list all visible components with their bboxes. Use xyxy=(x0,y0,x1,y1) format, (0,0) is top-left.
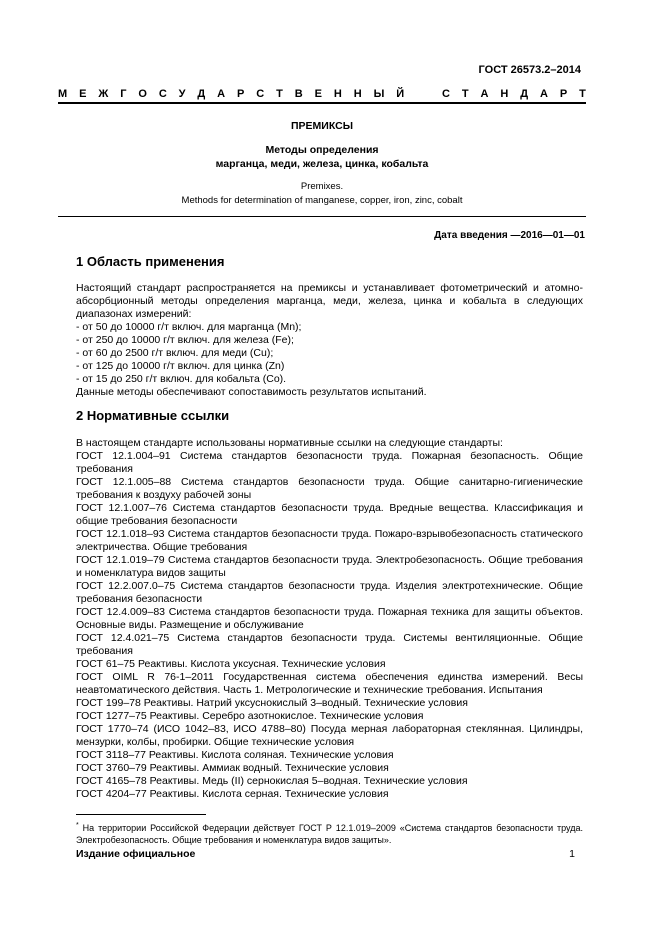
section-1-body xyxy=(76,282,583,399)
banner-letter: Е xyxy=(79,88,87,100)
document-title: ПРЕМИКСЫ xyxy=(291,120,353,132)
banner-letter: О xyxy=(138,88,147,100)
title-rule xyxy=(58,216,586,217)
english-title-line-2: Methods for determination of manganese, copper, iron, zinc, cobalt xyxy=(181,195,463,206)
reference-item: ГОСТ 3118–77 Реактивы. Кислота соляная. Технические условия xyxy=(76,749,394,761)
banner-letter: М xyxy=(58,88,68,100)
banner-letter: Р xyxy=(559,88,568,100)
references-intro: В настоящем стандарте использованы нормативные ссылки на следующие стандарты: xyxy=(76,437,503,449)
english-title xyxy=(58,180,586,208)
page-number: 1 xyxy=(569,848,575,860)
banner-letter: А xyxy=(539,88,548,100)
reference-item: ГОСТ 4165–78 Реактивы. Медь (II) сернокислая 5–водная. Технические условия xyxy=(76,775,468,787)
banner-letter: А xyxy=(217,88,226,100)
banner-gap xyxy=(416,88,430,100)
footnote-mark: * xyxy=(76,822,79,829)
banner-letter: У xyxy=(178,88,186,100)
banner-letter: Т xyxy=(579,88,586,100)
range-manganese: - от 50 до 10000 г/т включ. для марганца (Mn); xyxy=(76,321,302,333)
banner-letter: Ы xyxy=(373,88,385,100)
section-1-heading: 1 Область применения xyxy=(76,254,225,269)
banner-letter: Н xyxy=(333,88,342,100)
range-cobalt: - от 15 до 250 г/т включ. для кобальта (Co). xyxy=(76,373,287,385)
footnote-text: На территории Российской Федерации действует ГОСТ Р 12.1.019–2009 «Система стандартов безопасности труда. Электробезопасность. Общие требования и номенклатура видов защиты». xyxy=(76,823,583,845)
reference-item: ГОСТ 12.4.021–75 Система стандартов безопасности труда. Системы вентиляционные. Общие требования xyxy=(76,632,583,657)
banner-letter: Н xyxy=(353,88,362,100)
reference-item: ГОСТ 1277–75 Реактивы. Серебро азотнокислое. Технические условия xyxy=(76,710,424,722)
banner-letter: Н xyxy=(500,88,509,100)
banner-letter: Т xyxy=(276,88,283,100)
reference-item: ГОСТ 4204–77 Реактивы. Кислота серная. Технические условия xyxy=(76,788,389,800)
banner-letter: С xyxy=(256,88,265,100)
section-2-heading: 2 Нормативные ссылки xyxy=(76,408,230,423)
reference-item: ГОСТ 12.1.007–76 Система стандартов безопасности труда. Вредные вещества. Классификация и общие требования безопасности xyxy=(76,502,583,527)
official-edition-label: Издание официальное xyxy=(76,848,196,860)
scope-paragraph: Настоящий стандарт распространяется на премиксы и устанавливает фотометрический и атомно-абсорбционный методы определения марганца, меди, железа, цинка и кобальта в следующих диапазонах измерений: xyxy=(76,282,583,320)
banner-letter: Ж xyxy=(98,88,109,100)
banner-letter: Д xyxy=(197,88,206,100)
reference-item: ГОСТ 12.1.005–88 Система стандартов безопасности труда. Общие санитарно-гигиенические требования к воздуху рабочей зоны xyxy=(76,476,583,501)
banner-letter: Г xyxy=(120,88,127,100)
reference-item: ГОСТ 3760–79 Реактивы. Аммиак водный. Технические условия xyxy=(76,762,389,774)
reference-item: ГОСТ 1770–74 (ИСО 1042–83, ИСО 4788–80) Посуда мерная лабораторная стеклянная. Цилиндры, мензурки, колбы, пробирки. Общие технические условия xyxy=(76,723,583,748)
banner-letter: Й xyxy=(396,88,405,100)
banner-letter: Д xyxy=(520,88,529,100)
reference-item: ГОСТ 12.2.007.0–75 Система стандартов безопасности труда. Изделия электротехнические. Общие требования безопасности xyxy=(76,580,583,605)
banner-letter: Е xyxy=(314,88,322,100)
footnote xyxy=(76,820,583,846)
section-2-body xyxy=(76,437,583,801)
banner-letter: Т xyxy=(461,88,469,100)
banner-letter: В xyxy=(294,88,303,100)
banner-letter: Р xyxy=(237,88,245,100)
footnote-rule xyxy=(76,814,206,815)
reference-item: ГОСТ 61–75 Реактивы. Кислота уксусная. Технические условия xyxy=(76,658,386,670)
reference-item: ГОСТ OIML R 76-1–2011 Государственная система обеспечения единства измерений. Весы неавтоматического действия. Часть 1. Метрологические и технические требования. Испытания xyxy=(76,671,583,696)
range-copper: - от 60 до 2500 г/т включ. для меди (Cu); xyxy=(76,347,274,359)
reference-item: ГОСТ 12.4.009–83 Система стандартов безопасности труда. Пожарная техника для защиты объектов. Основные виды. Размещение и обслуживание xyxy=(76,606,583,631)
effective-date: Дата введения —2016—01—01 xyxy=(434,230,585,241)
banner-letter: А xyxy=(480,88,489,100)
range-iron: - от 250 до 10000 г/т включ. для железа (Fe); xyxy=(76,334,294,346)
reference-item: ГОСТ 12.1.004–91 Система стандартов безопасности труда. Пожарная безопасность. Общие требования xyxy=(76,450,583,475)
subtitle-line-1: Методы определения xyxy=(265,144,379,156)
standard-code: ГОСТ 26573.2–2014 xyxy=(478,64,581,76)
reference-item: ГОСТ 12.1.018–93 Система стандартов безопасности труда. Пожаро-взрывобезопасность статического электричества. Общие требования xyxy=(76,528,583,553)
english-title-line-1: Premixes. xyxy=(300,181,344,192)
interstate-standard-banner xyxy=(58,88,586,100)
subtitle-line-2: марганца, меди, железа, цинка, кобальта xyxy=(215,158,429,170)
banner-letter: С xyxy=(158,88,167,100)
range-zinc: - от 125 до 10000 г/т включ. для цинка (Zn) xyxy=(76,360,285,372)
document-subtitle xyxy=(58,143,586,171)
banner-letter: С xyxy=(442,88,450,100)
comparability-note: Данные методы обеспечивают сопоставимость результатов испытаний. xyxy=(76,386,427,398)
header-rule xyxy=(58,102,586,104)
reference-item: ГОСТ 199–78 Реактивы. Натрий уксуснокислый 3–водный. Технические условия xyxy=(76,697,468,709)
reference-item: ГОСТ 12.1.019–79 Система стандартов безопасности труда. Электробезопасность. Общие требования и номенклатура видов защиты xyxy=(76,554,583,579)
